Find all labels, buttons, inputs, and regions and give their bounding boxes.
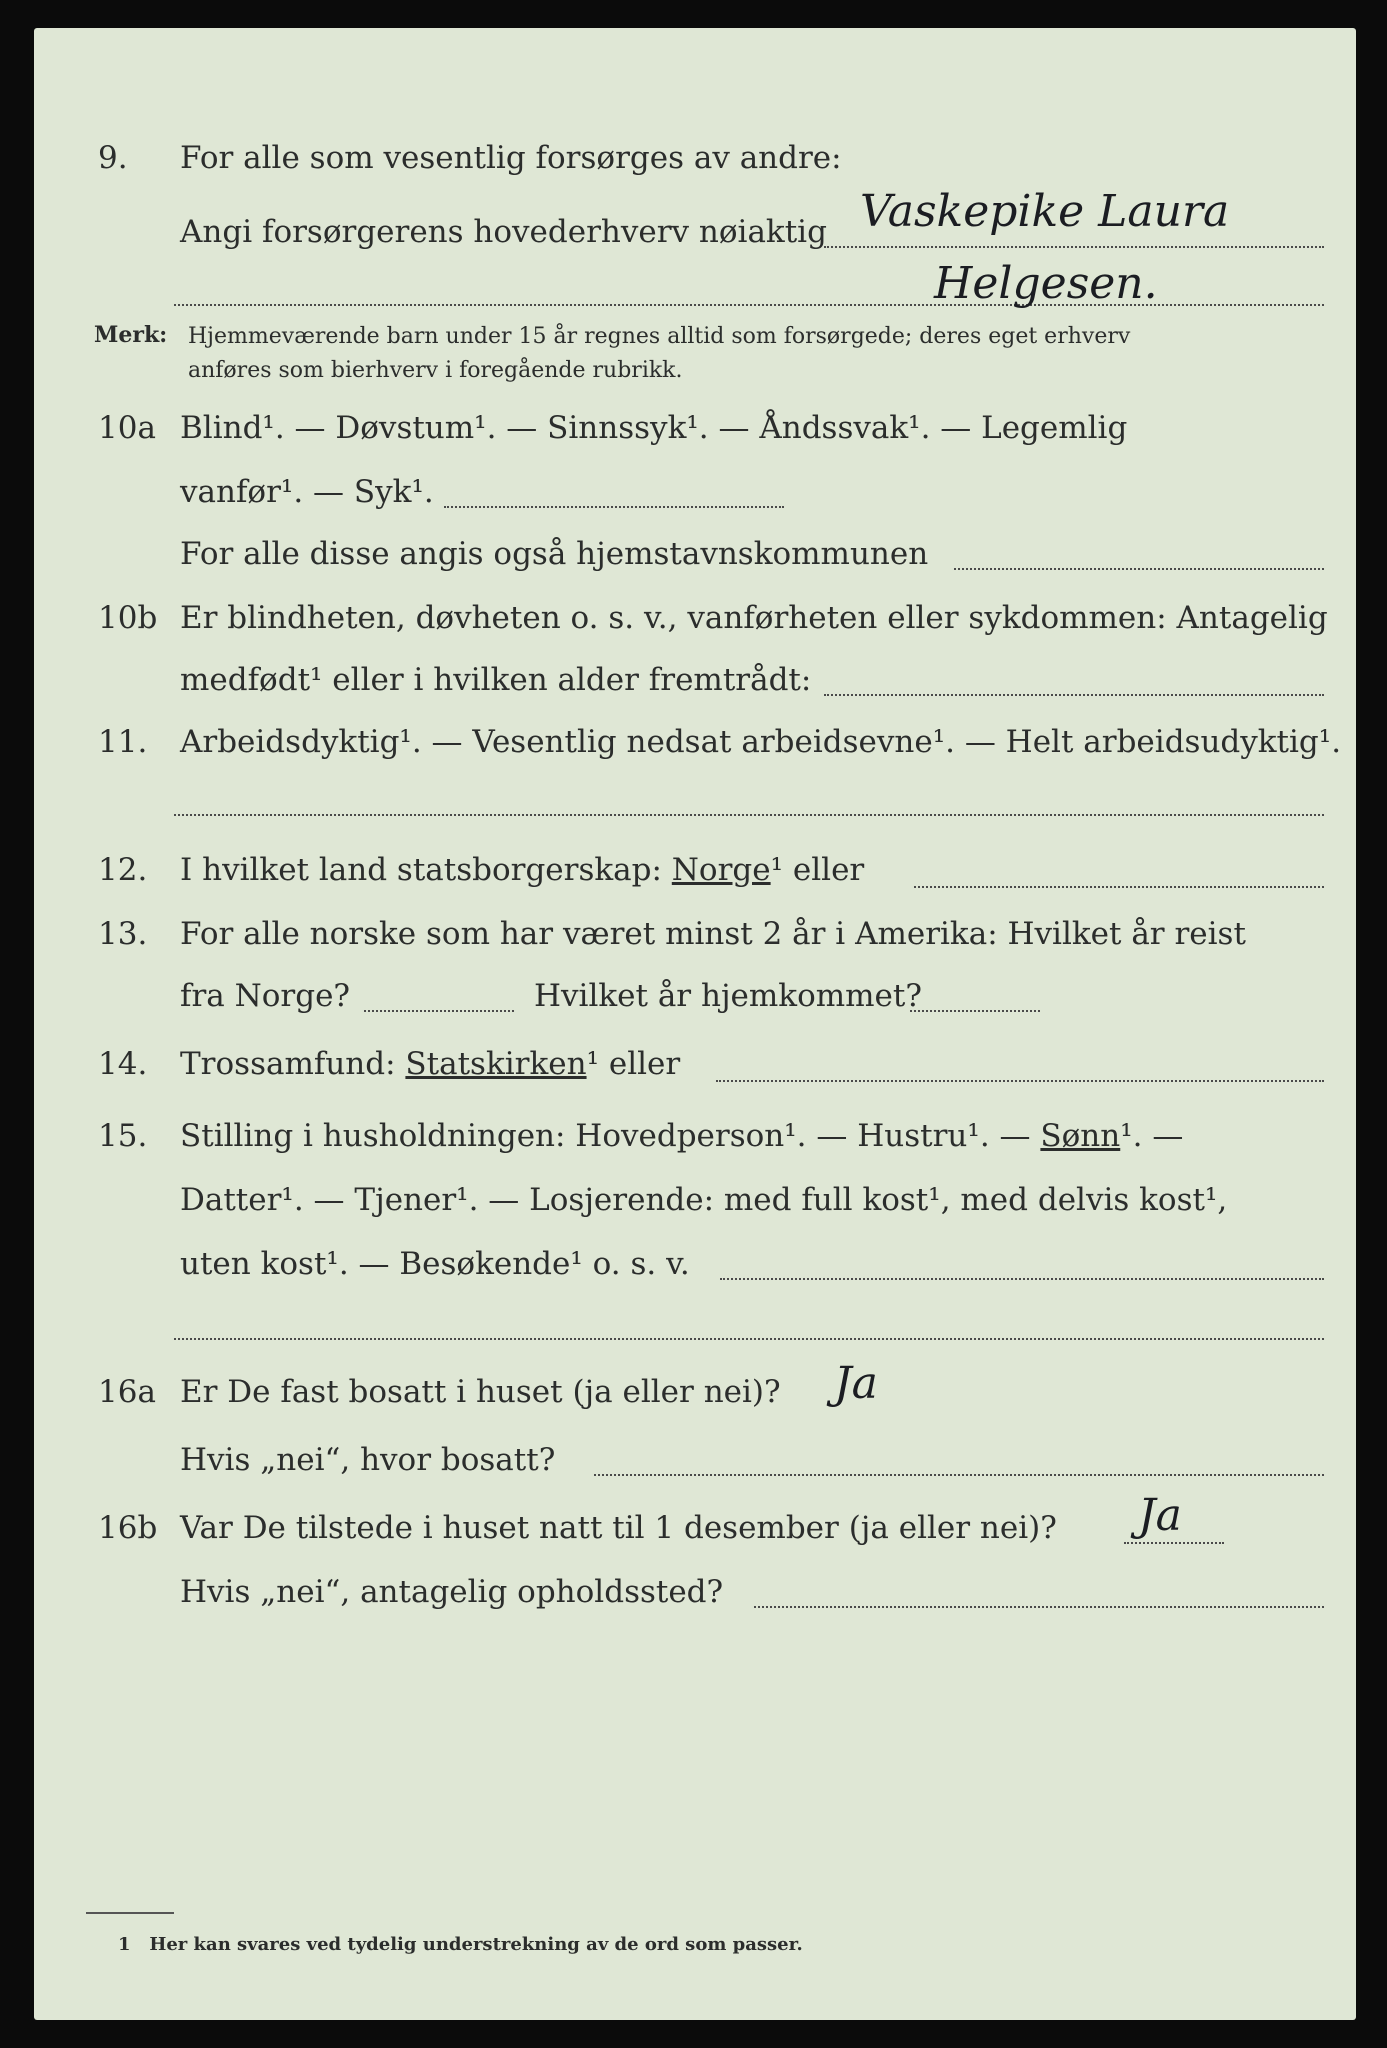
q9-handwritten-answer-2: Helgesen.	[934, 258, 1158, 309]
q12-suffix: ¹ eller	[770, 852, 865, 888]
q13-number: 13.	[98, 916, 148, 952]
q10b-number: 10b	[98, 600, 158, 636]
q16a-number: 16a	[98, 1374, 156, 1410]
footnote-separator	[86, 1912, 174, 1914]
q11-number: 11.	[98, 724, 148, 760]
q14-number: 14.	[98, 1046, 148, 1082]
q10b-answer-line	[824, 694, 1324, 696]
q9-number: 9.	[98, 140, 128, 176]
q15-answer-line2	[174, 1338, 1324, 1340]
q10b-line2: medfødt¹ eller i hvilken alder fremtrådt:	[180, 662, 812, 698]
q11-line1: Arbeidsdyktig¹. — Vesentlig nedsat arbeidsevne¹. — Helt arbeidsudyktig¹.	[180, 724, 1342, 760]
q10a-line2: vanfør¹. — Syk¹.	[180, 474, 434, 510]
q12-number: 12.	[98, 852, 148, 888]
q12-prefix: I hvilket land statsborgerskap:	[180, 852, 662, 888]
merk-line1: Hjemmeværende barn under 15 år regnes alltid som forsørgede; deres eget erhverv	[188, 324, 1131, 349]
q15-line1b: ¹. —	[1120, 1118, 1184, 1154]
q9-line2: Angi forsørgerens hovederhverv nøiaktig	[180, 214, 827, 250]
q15-line1a: Stilling i husholdningen: Hovedperson¹. — Hustru¹. —	[180, 1118, 1031, 1154]
q13-reist-line	[364, 1010, 514, 1012]
footnote	[118, 1934, 803, 1955]
q12-norge-underlined: Norge	[671, 852, 771, 888]
q13-line2b: Hvilket år hjemkommet?	[534, 978, 922, 1014]
q10a-line3: For alle disse angis også hjemstavnskommunen	[180, 536, 929, 572]
q16b-opholdssted-line	[754, 1606, 1324, 1608]
q16a-line1: Er De fast bosatt i huset (ja eller nei)?	[180, 1374, 781, 1410]
q14-line	[180, 1046, 680, 1082]
q14-suffix: ¹ eller	[586, 1046, 681, 1082]
q14-answer-line	[716, 1080, 1324, 1082]
q16b-line1: Var De tilstede i huset natt til 1 desember (ja eller nei)?	[180, 1510, 1057, 1546]
q15-line2: Datter¹. — Tjener¹. — Losjerende: med full kost¹, med delvis kost¹,	[180, 1182, 1228, 1218]
q10a-syk-line	[444, 506, 784, 508]
q14-statskirken-underlined: Statskirken	[405, 1046, 587, 1082]
merk-line2: anføres som bierhverv i foregående rubrikk.	[188, 358, 683, 383]
footnote-mark: 1	[118, 1934, 131, 1955]
q14-prefix: Trossamfund:	[180, 1046, 396, 1082]
q9-handwritten-answer-1: Vaskepike Laura	[860, 186, 1230, 237]
q13-line2a: fra Norge?	[180, 978, 351, 1014]
q13-hjemkommet-line	[910, 1010, 1040, 1012]
q9-answer-line1	[824, 246, 1324, 248]
q12-answer-line	[914, 886, 1324, 888]
q10a-number: 10a	[98, 410, 156, 446]
q15-sonn-underlined: Sønn	[1040, 1118, 1121, 1154]
q16b-answer-line	[1124, 1542, 1224, 1544]
q16a-line2: Hvis „nei“, hvor bosatt?	[180, 1442, 556, 1478]
q13-line1: For alle norske som har været minst 2 år i Amerika: Hvilket år reist	[180, 916, 1246, 952]
q12-line	[180, 852, 864, 888]
q15-answer-line	[720, 1278, 1324, 1280]
q10b-line1: Er blindheten, døvheten o. s. v., vanførheten eller sykdommen: Antagelig	[180, 600, 1328, 636]
q16b-handwritten-answer: Ja	[1138, 1490, 1182, 1541]
q16a-answer-line	[594, 1474, 1324, 1476]
q15-line3: uten kost¹. — Besøkende¹ o. s. v.	[180, 1246, 690, 1282]
q16a-handwritten-answer: Ja	[834, 1358, 878, 1409]
q11-answer-line	[174, 814, 1324, 816]
q10a-line1: Blind¹. — Døvstum¹. — Sinnssyk¹. — Åndssvak¹. — Legemlig	[180, 410, 1128, 446]
census-form-page	[34, 28, 1356, 2020]
q16b-line2: Hvis „nei“, antagelig opholdssted?	[180, 1574, 724, 1610]
q15-number: 15.	[98, 1118, 148, 1154]
footnote-text: Her kan svares ved tydelig understrekning av de ord som passer.	[149, 1934, 803, 1955]
q10a-kommune-line	[954, 568, 1324, 570]
q15-line1	[180, 1118, 1183, 1154]
merk-label: Merk:	[94, 322, 168, 348]
q9-line1: For alle som vesentlig forsørges av andre:	[180, 140, 842, 176]
q16b-number: 16b	[98, 1510, 158, 1546]
